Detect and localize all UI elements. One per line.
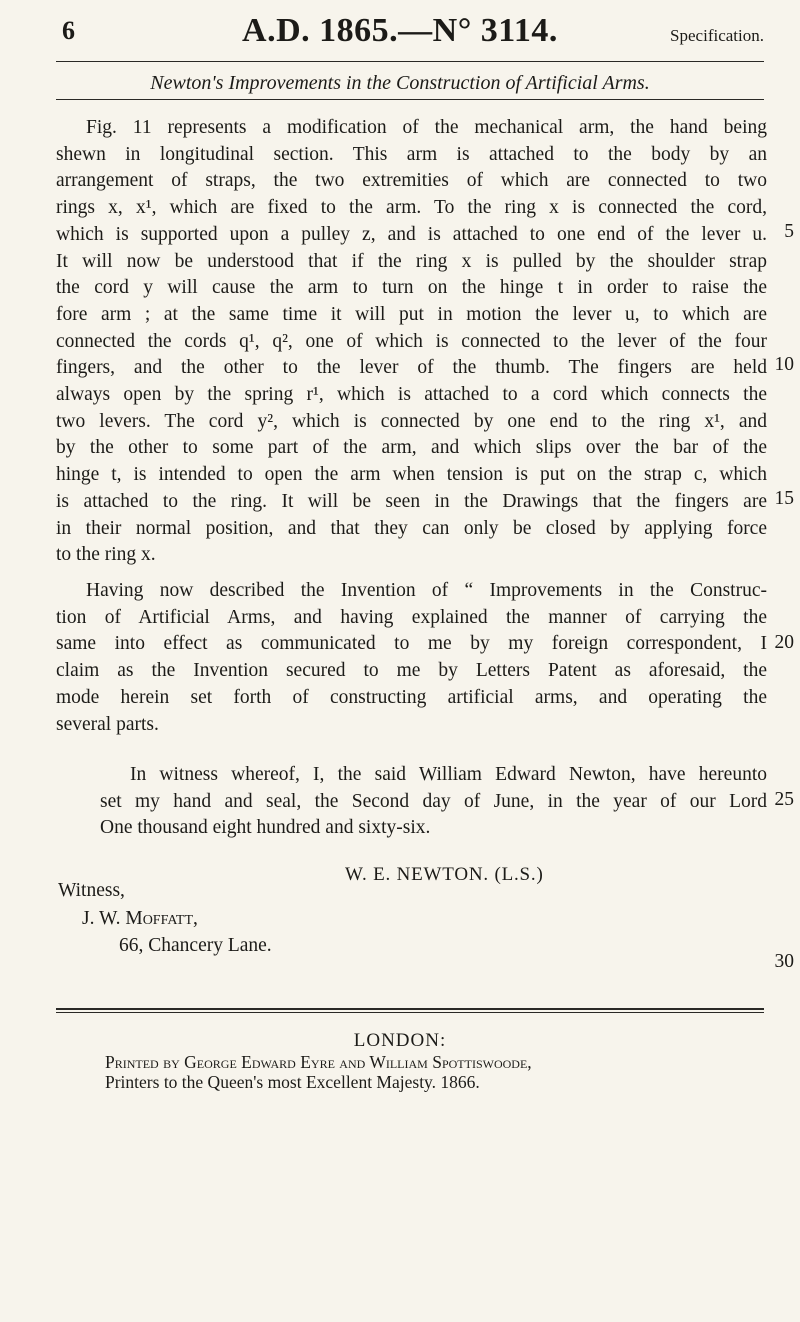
text-line: claim as the Invention secured to me by Letters Patent as aforesaid, the: [56, 660, 767, 682]
text-line: which is supported upon a pulley z, and is attached to one end of the lever u.: [56, 223, 767, 245]
margin-line-number: 5: [784, 221, 794, 242]
running-title: Newton's Improvements in the Construction of Artificial Arms.: [150, 72, 650, 94]
text-line: shewn in longitudinal section. This arm is attached to the body by an: [56, 143, 767, 165]
text-line: fore arm ; at the same time it will put in motion the lever u, to which are: [56, 303, 767, 325]
text-line: set my hand and seal, the Second day of June, in the year of our Lord: [100, 790, 767, 812]
text-line: in their normal position, and that they can only be closed by applying force: [56, 517, 767, 539]
text-line: to the ring x.: [56, 544, 156, 566]
text-line: arrangement of straps, the two extremities of which are connected to two: [56, 170, 767, 192]
text-line: always open by the spring r¹, which is attached to a cord which connects the: [56, 384, 767, 406]
page-number: 6: [62, 16, 75, 45]
text-line: connected the cords q¹, q², one of which is connected to the lever of the four: [56, 330, 767, 352]
margin-line-number: 20: [774, 632, 794, 653]
subtitle-rule: [56, 99, 764, 100]
text-line: Fig. 11 represents a modification of the mechanical arm, the hand being: [86, 117, 767, 138]
text-line: the cord y will cause the arm to turn on the hinge t in order to raise the: [56, 277, 767, 299]
document-title: A.D. 1865.—N° 3114.: [242, 12, 558, 49]
document-type-label: Specification.: [670, 26, 764, 45]
margin-line-number: 30: [774, 951, 794, 972]
margin-line-number: 15: [774, 488, 794, 509]
text-line: tion of Artificial Arms, and having explained the manner of carrying the: [56, 606, 767, 628]
text-line: rings x, x¹, which are fixed to the arm. To the ring x is connected the cord,: [56, 197, 767, 219]
signature: W. E. NEWTON. (L.S.): [345, 864, 544, 885]
text-line: several parts.: [56, 713, 159, 735]
text-line: It will now be understood that if the ring x is pulled by the shoulder strap: [56, 250, 767, 272]
text-line: Having now described the Invention of “ Improvements in the Construc-: [86, 580, 767, 601]
text-line: fingers, and the other to the lever of the thumb. The fingers are held: [56, 357, 767, 379]
footer-rule: [56, 1008, 764, 1010]
witness-name: J. W. Moffatt,: [82, 908, 198, 929]
paragraph-claim: [56, 578, 767, 738]
text-line: One thousand eight hundred and sixty-six.: [100, 817, 431, 839]
text-line: hinge t, is intended to open the arm when tension is put on the strap c, which: [56, 464, 767, 486]
imprint-printer: Printed by George Edward Eyre and William Spottiswoode,: [105, 1052, 532, 1072]
text-line: by the other to some part of the arm, and which slips over the bar of the: [56, 437, 767, 459]
text-line: two levers. The cord y², which is connected by one end to the ring x¹, and: [56, 410, 767, 432]
imprint-city: LONDON:: [353, 1030, 447, 1051]
margin-line-number: 25: [774, 789, 794, 810]
witness-label: Witness,: [58, 880, 125, 901]
text-line: is attached to the ring. It will be seen in the Drawings that the fingers are: [56, 490, 767, 512]
imprint-printer-title: Printers to the Queen's most Excellent Majesty. 1866.: [105, 1072, 480, 1092]
header-rule: [56, 61, 764, 62]
paragraph-description: [56, 115, 767, 569]
text-line: same into effect as communicated to me by my foreign correspondent, I: [56, 633, 767, 655]
text-line: mode herein set forth of constructing artificial arms, and operating the: [56, 686, 767, 708]
paragraph-attestation: [100, 762, 767, 842]
witness-address: 66, Chancery Lane.: [119, 935, 272, 956]
margin-line-number: 10: [774, 354, 794, 375]
text-line: In witness whereof, I, the said William Edward Newton, have hereunto: [130, 764, 767, 785]
footer-rule-thin: [56, 1012, 764, 1013]
